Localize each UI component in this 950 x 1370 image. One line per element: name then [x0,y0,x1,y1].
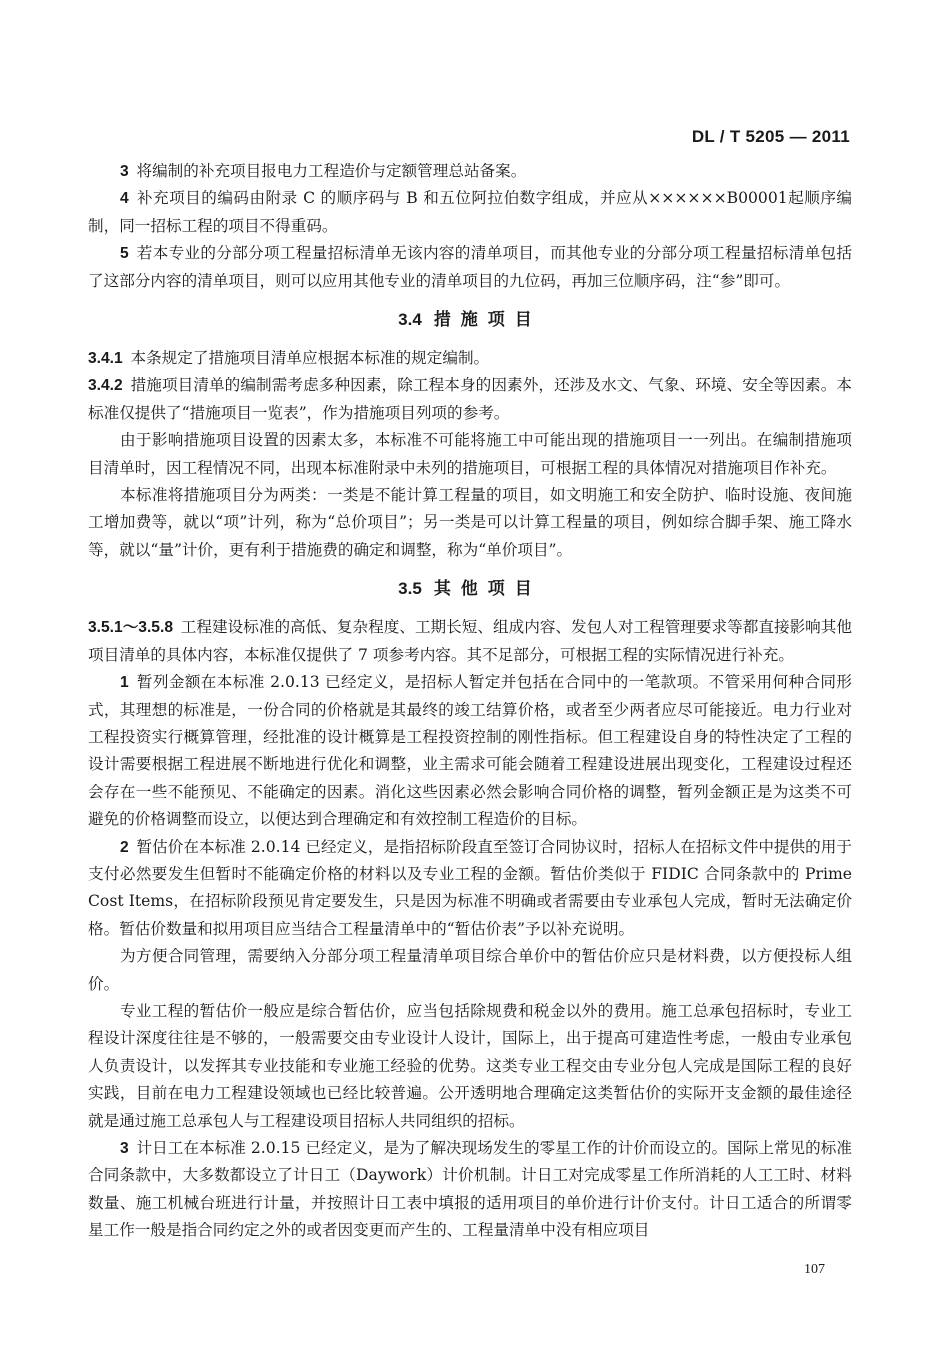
clause-number: 3.4.2 [88,377,123,395]
clause-number: 3 [120,163,129,180]
paragraph-text: 为方便合同管理，需要纳入分部分项工程量清单项目综合单价中的暂估价应只是材料费，以方便投标人组价。 [88,947,852,993]
paragraph-text: 专业工程的暂估价一般应是综合暂估价，应当包括除规费和税金以外的费用。施工总承包招标时，专业工程设计深度往往是不够的，一般需要交由专业设计人设计，国际上，出于提高可建造性考虑，一般由专业承包人负责设计，以发挥其专业技能和专业施工经验的优势。这类专业工程交由专业分包人完成是国际工程的良好实践，目前在电力工程建设领域也已经比较普遍。公开透明地合理确定这类暂估价的实际开支金额的最佳途径就是通过施工总承包人与工程建设项目招标人共同组织的招标。 [88,1001,852,1130]
section-heading [88,305,852,335]
paragraph [88,240,852,295]
clause-number: 1 [120,674,129,692]
paragraph-text: 补充项目的编码由附录 C 的顺序码与 B 和五位阿拉伯数字组成，并应从××××××B00001起顺序编制，同一招标工程的项目不得重码。 [88,189,852,235]
paragraph [88,427,852,482]
paragraph-text: 由于影响措施项目设置的因素太多，本标准不可能将施工中可能出现的措施项目一一列出。在编制措施项目清单时，因工程情况不同，出现本标准附录中未列的措施项目，可根据工程的具体情况对措施项目作补充。 [88,431,852,477]
section-title: 其他项目 [433,579,542,600]
clause-number: 2 [120,838,129,856]
paragraph-text: 本标准将措施项目分为两类：一类是不能计算工程量的项目，如文明施工和安全防护、临时设施、夜间施工增加费等，就以“项”计列，称为“总价项目”；另一类是可以计算工程量的项目，例如综合脚手架、施工降水等，就以“量”计价，更有利于措施费的确定和调整，称为“单价项目”。 [88,486,852,559]
paragraph-text: 暂列金额在本标准 2.0.13 已经定义，是招标人暂定并包括在合同中的一笔款项。不管采用何种合同形式，其理想的标准是，一份合同的价格就是其最终的竣工结算价格，或者至少两者应尽可能接近。电力行业对工程投资实行概算管理，经批准的设计概算是工程投资控制的刚性指标。但工程建设自身的特性决定了工程的设计需要根据工程进展不断地进行优化和调整，业主需求可能会随着工程建设进展出现变化，工程建设过程还会存在一些不能预见、不能确定的因素。消化这些因素必然会影响合同价格的调整，暂列金额正是为这类不可避免的价格调整而设立，以便达到合理确定和有效控制工程造价的目标。 [88,673,852,829]
paragraph [88,998,852,1135]
paragraph [88,669,852,833]
clause-number: 3 [120,1140,129,1157]
section-title: 措施项目 [433,310,542,331]
document-body [88,158,852,1245]
paragraph-text: 若本专业的分部分项工程量招标清单无该内容的清单项目，而其他专业的分部分项工程量招标清单包括了这部分内容的清单项目，则可以应用其他专业的清单项目的九位码，再加三位顺序码，注“参”即可。 [88,244,852,290]
paragraph [88,943,852,998]
clause-number: 5 [120,245,129,263]
paragraph-text: 工程建设标准的高低、复杂程度、工期长短、组成内容、发包人对工程管理要求等都直接影响其他项目清单的具体内容，本标准仅提供了 7 项参考内容。其不足部分，可根据工程的实际情况进行补充。 [88,618,852,664]
paragraph [88,614,852,669]
paragraph-text: 措施项目清单的编制需考虑多种因素，除工程本身的因素外，还涉及水文、气象、环境、安全等因素。本标准仅提供了“措施项目一览表”，作为措施项目列项的参考。 [88,376,852,422]
standard-code: DL / T 5205 — 2011 [691,127,850,146]
paragraph-text: 暂估价在本标准 2.0.14 已经定义，是指招标阶段直至签订合同协议时，招标人在招标文件中提供的用于支付必然要发生但暂时不能确定价格的材料以及专业工程的金额。暂估价类似于 FIDIC 合同条款中的 Prime Cost Items，在招标阶段预见肯定要发生，只是因为标准不明确或者需要由专业承包人完成，暂时无法确定价格。暂估价数量和拟用项目应当结合工程量清单中的“暂估价表”予以补充说明。 [88,837,852,938]
paragraph-text: 计日工在本标准 2.0.15 已经定义，是为了解决现场发生的零星工作的计价而设立的。国际上常见的标准合同条款中，大多数都设立了计日工（Daywork）计价机制。计日工对完成零星工作所消耗的人工工时、材料数量、施工机械台班进行计量，并按照计日工表中填报的适用项目的单价进行计价支付。计日工适合的所谓零星工作一般是指合同约定之外的或者因变更而产生的、工程量清单中没有相应项目 [88,1139,852,1240]
paragraph [88,158,852,185]
paragraph [88,185,852,240]
page-number: 107 [804,1262,825,1277]
clause-number: 3.4.1 [88,350,123,368]
paragraph [88,372,852,427]
paragraph [88,1135,852,1245]
clause-number: 3.5.1～3.5.8 [88,619,173,637]
section-number: 3.4 [398,310,422,330]
section-heading [88,574,852,604]
paragraph [88,345,852,372]
section-number: 3.5 [398,579,422,599]
paragraph-text: 本条规定了措施项目清单应根据本标准的规定编制。 [130,349,490,368]
clause-number: 4 [120,190,129,208]
paragraph [88,482,852,564]
paragraph [88,834,852,944]
paragraph-text: 将编制的补充项目报电力工程造价与定额管理总站备案。 [136,162,527,180]
